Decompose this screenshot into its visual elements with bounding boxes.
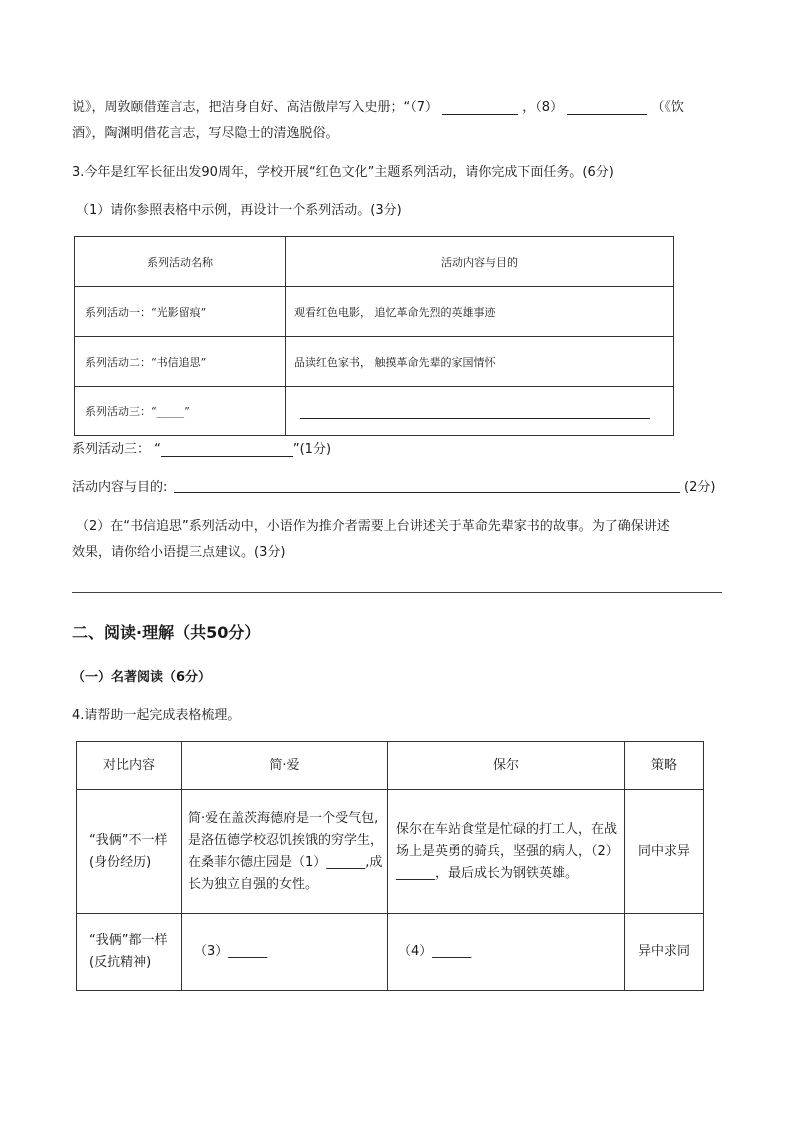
subsection-title: （一）名著阅读（6分） bbox=[72, 670, 212, 685]
score-label: (2分) bbox=[684, 480, 716, 495]
table-header: 简·爱 bbox=[182, 742, 388, 790]
answer-label: 系列活动三： “ bbox=[72, 442, 161, 457]
section-title: 二、阅读·理解（共50分） bbox=[72, 623, 261, 642]
table-header: 对比内容 bbox=[77, 742, 182, 790]
answer-line-activity-3 bbox=[72, 438, 331, 457]
divider bbox=[72, 592, 722, 593]
table-cell: 同中求异 bbox=[625, 790, 704, 914]
answer-blank[interactable] bbox=[300, 404, 650, 419]
table-cell: “我俩”都一样(反抗精神) bbox=[77, 914, 182, 991]
activity-table bbox=[74, 236, 674, 436]
table-header: 策略 bbox=[625, 742, 704, 790]
table-cell: 品读红色家书， 触摸革命先辈的家国情怀 bbox=[286, 337, 674, 387]
comparison-table bbox=[76, 741, 704, 991]
table-header: 系列活动名称 bbox=[75, 237, 286, 287]
answer-line-content bbox=[72, 476, 167, 495]
table-cell: 系列活动一：“光影留痕” bbox=[75, 287, 286, 337]
table-cell: 系列活动三：“_____” bbox=[75, 387, 286, 436]
table-cell: 观看红色电影， 追忆革命先烈的英雄事迹 bbox=[286, 287, 674, 337]
answer-label: 活动内容与目的: bbox=[72, 480, 168, 495]
question-3-sub1: （1）请你参照表格中示例，再设计一个系列活动。(3分) bbox=[76, 203, 402, 218]
table-cell: “我俩”不一样(身份经历) bbox=[77, 790, 182, 914]
table-cell-answer[interactable]: （3）______ bbox=[182, 914, 388, 991]
answer-blank-7[interactable] bbox=[442, 114, 518, 115]
table-cell: 异中求同 bbox=[625, 914, 704, 991]
table-cell-answer[interactable] bbox=[286, 387, 674, 436]
table-cell: 系列活动二：“书信追思” bbox=[75, 337, 286, 387]
answer-blank[interactable] bbox=[161, 456, 293, 457]
text-segment: ，（8） bbox=[522, 100, 564, 115]
text-segment: 说》，周敦颐借莲言志，把洁身自好、高洁傲岸写入史册；“（7） bbox=[72, 100, 439, 115]
question-4-stem: 4.请帮助一起完成表格梳理。 bbox=[72, 708, 241, 723]
question-3-sub2: 效果，请你给小语提三点建议。(3分) bbox=[72, 545, 286, 560]
question-3-stem: 3.今年是红军长征出发90周年，学校开展“红色文化”主题系列活动，请你完成下面任务。(6分) bbox=[72, 165, 614, 180]
question-3-sub2: （2）在“书信追思”系列活动中，小语作为推介者需要上台讲述关于革命先辈家书的故事。为了确保讲述 bbox=[76, 519, 670, 534]
text-segment: （《饮 bbox=[651, 100, 684, 115]
table-cell-answer[interactable]: （4）______ bbox=[388, 914, 625, 991]
text-line bbox=[72, 96, 684, 115]
text-line: 酒》，陶渊明借花言志，写尽隐士的清逸脱俗。 bbox=[72, 126, 339, 141]
score-label: ”(1分) bbox=[292, 442, 332, 457]
table-cell: 保尔在车站食堂是忙碌的打工人，在战场上是英勇的骑兵，坚强的病人，（2）______，最后成长为钢铁英雄。 bbox=[388, 790, 625, 914]
table-header: 活动内容与目的 bbox=[286, 237, 674, 287]
answer-blank[interactable] bbox=[174, 476, 680, 493]
answer-blank-8[interactable] bbox=[567, 114, 647, 115]
table-cell: 简·爱在盖茨海德府是一个受气包,是洛伍德学校忍饥挨饿的穷学生，在桑菲尔德庄园是（1）______,成长为独立自强的女性。 bbox=[182, 790, 388, 914]
table-header: 保尔 bbox=[388, 742, 625, 790]
